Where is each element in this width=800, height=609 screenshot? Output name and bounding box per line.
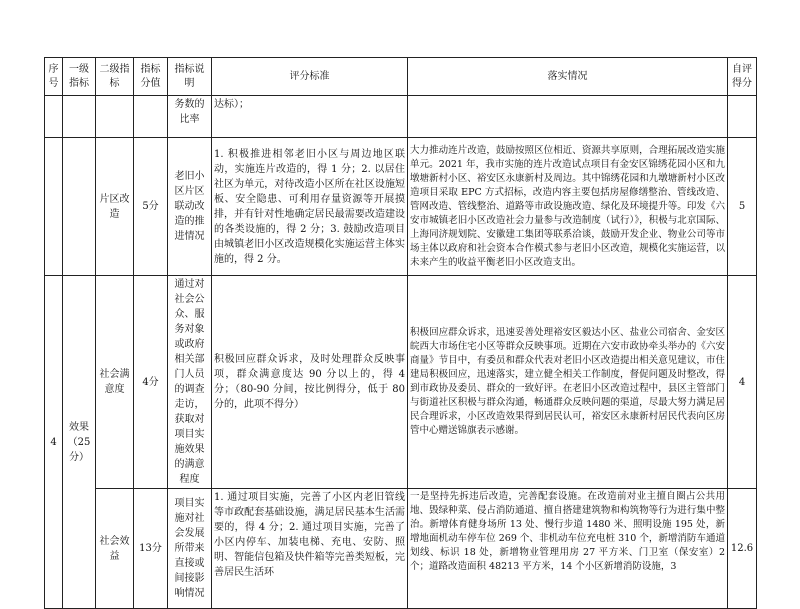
header-row [45,58,757,96]
cell-desc-continuation: 务数的比率 [168,96,212,138]
cell-self-score-benefit: 12.6 [728,489,757,609]
cell-criteria-benefit: 1. 通过项目实施，完善了小区内老旧管线等市政配套基础设施，满足居民基本生活需要的，得 4 分；2. 通过项目实施，完善了小区内停车、加装电梯、充电、安防、照明、智能信包箱及快件箱等完善类短板，完善居民生活环 [212,489,408,609]
cell-score-area: 5分 [134,138,168,276]
cell-criteria-continuation: 达标）； [212,96,408,138]
header-score: 指标分值 [134,58,168,96]
table-row-continuation [45,96,757,138]
header-no: 序号 [45,58,63,96]
cell-score-empty [134,96,168,138]
cell-no-effect: 4 [45,276,63,609]
cell-level1-effect: 效果（25分） [63,276,96,609]
cell-implementation-area: 大力推动连片改造，鼓励按照区位相近、资源共享原则，合理拓展改造实施单元。2021 年，我市实施的连片改造试点项目有金安区锦绣花园小区和九墩塘新村小区、裕安区永康新村及周边。其中锦绣花园和九墩塘新村小区改造项目采取 EPC 方式招标，改造内容主要包括房屋修缮整治、管线改造、管网改造、管线整治、道路等市政设施改造、绿化及环境提升等。印发《六安市城镇老旧小区改造社会力量参与改造制度（试行）》，积极与北京国际、上海同济规划院、安徽建工集团等联系洽谈，鼓励开发企业、物业公司等市场主体以政府和社会资本合作模式参与老旧小区改造，规模化实施运营，以未来产生的收益平衡老旧小区改造支出。 [408,138,728,276]
cell-score-satisfaction: 4分 [134,276,168,489]
cell-no-empty-2 [45,138,63,276]
cell-implementation-empty [408,96,728,138]
header-criteria: 评分标准 [212,58,408,96]
header-level1: 一级指标 [63,58,96,96]
cell-implementation-satisfaction: 积极回应群众诉求，迅速妥善处理裕安区毅达小区、盐业公司宿舍、金安区皖西大市场住宅小区等群众反映事项。近期在六安市政协牵头举办的《六安商量》节目中，有委员和群众代表对老旧小区改造提出相关意见建议，市住建局积极回应，迅速落实，建立健全相关工作制度，督促问题及时整改，得到市政协及委员、群众的一致好评。在老旧小区改造过程中，县区主管部门与街道社区积极与群众沟通，畅通群众反映问题的渠道，尽最大努力满足居民合理诉求，小区改造效果得到居民认可，裕安区永康新村居民代表向区房管中心赠送锦旗表示感谢。 [408,276,728,489]
cell-level2-satisfaction: 社会满意度 [96,276,134,489]
cell-level1-empty [63,96,96,138]
header-self-score: 自评得分 [728,58,757,96]
evaluation-table [44,57,757,609]
cell-self-score-empty [728,96,757,138]
table-row-satisfaction [45,276,757,489]
cell-desc-area: 老旧小区片区联动改造的推进情况 [168,138,212,276]
cell-level2-empty [96,96,134,138]
cell-level2-benefit: 社会效益 [96,489,134,609]
cell-implementation-benefit: 一是坚持先拆违后改造，完善配套设施。在改造前对业主擅自圈占公共用地、毁绿种菜、侵占消防通道、擅自搭建建筑物和构筑物等行为进行集中整治。新增体育健身场所 13 处、慢行步道 1480 米、照明设施 195 处，新增地面机动车停车位 269 个、非机动车位充电桩 310 个，新增消防车通道划线、标识 18 处，新增物业管理用房 27 平方米、门卫室（保安室）2 个；道路改造面积 48213 平方米，14 个小区新增消防设施，3 [408,489,728,609]
cell-self-score-satisfaction: 4 [728,276,757,489]
table-row-area-renovation [45,138,757,276]
header-level2: 二级指标 [96,58,134,96]
table-row-social-benefit [45,489,757,609]
cell-self-score-area: 5 [728,138,757,276]
cell-desc-benefit: 项目实施对社会发展所带来直接或间接影响情况 [168,489,212,609]
cell-no-empty [45,96,63,138]
header-implementation: 落实情况 [408,58,728,96]
cell-criteria-area: 1. 积极推进相邻老旧小区与周边地区联动，实施连片改造的，得 1 分；2. 以居住社区为单元，对待改造小区所在社区设施短板、安全隐患、可利用存量资源等开展摸排，并有针对性地确定居民最需要改造建设的各类设施的，得 2 分；3. 鼓励改造项目由城镇老旧小区改造规模化实施运营主体实施的，得 2 分。 [212,138,408,276]
cell-criteria-satisfaction: 积极回应群众诉求，及时处理群众反映事项，群众满意度达 90 分以上的，得 4 分；（80-90 分间，按比例得分，低于 80 分的，此项不得分） [212,276,408,489]
cell-desc-satisfaction: 通过对社会公众、服务对象或政府相关部门人员的调查走访，获取对项目实施效果的满意程度 [168,276,212,489]
cell-level1-empty-2 [63,138,96,276]
cell-score-benefit: 13分 [134,489,168,609]
cell-level2-area: 片区改造 [96,138,134,276]
header-desc: 指标说明 [168,58,212,96]
